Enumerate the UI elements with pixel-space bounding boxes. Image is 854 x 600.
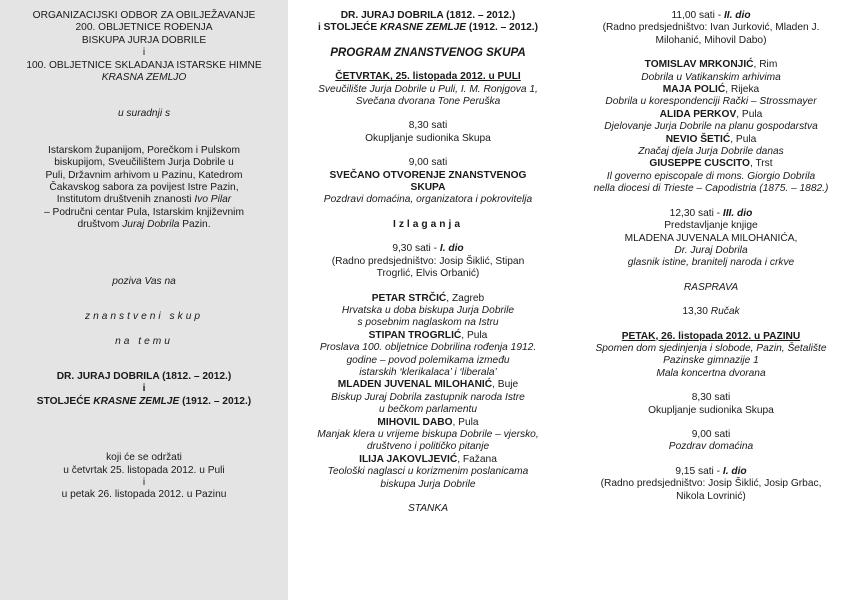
venue-line: Spomen dom sjedinjenja i slobode, Pazin, Šetalište [595, 342, 827, 354]
session-time [578, 466, 844, 478]
lunch-label: Ručak [710, 306, 740, 318]
talk-title: Il governo episcopale di mons. Giorgio Dobrila [606, 170, 816, 182]
slot-description: Okupljanje sudionika Skupa [648, 404, 774, 416]
speaker-name: PETAR STRČIĆ [371, 292, 447, 304]
session-time [578, 10, 844, 22]
talk-title: Teološki naglasci u korizmenim poslanicama [327, 466, 529, 478]
speaker-name: GIUSEPPE CUSCITO [649, 158, 750, 170]
speaker-name: ILIJA JAKOVLJEVIĆ [359, 453, 458, 465]
book-line: glasnik istine, branitelj naroda i crkve [627, 257, 795, 269]
program-column-1 [288, 0, 568, 600]
speaker-city: , Pula [730, 133, 757, 145]
session-time-text: 9,15 sati - [675, 465, 723, 477]
speaker-city: , Trst [749, 158, 773, 170]
speaker-name: STIPAN TROGRLIĆ [368, 329, 462, 341]
topic-text: STOLJEĆE [36, 395, 94, 407]
talk-title: Dobrila u korespondenciji Rački – Strossmayer [605, 96, 817, 108]
discussion-label: RASPRAVA [683, 281, 739, 293]
session-part: I. dio [439, 243, 464, 255]
venue-line: Svečana dvorana Tone Peruška [355, 96, 501, 108]
day-heading: ČETVRTAK, 25. listopada 2012. u PULI [335, 71, 521, 83]
session-time-text: 11,00 sati - [671, 10, 724, 21]
chair-line: (Radno predsjedništvo: Josip Šiklić, Josip Grbac, [600, 478, 822, 490]
partners-text: Pazin. [179, 219, 211, 231]
topic-text: (1912. – 2012.) [179, 395, 252, 407]
speaker-name: TOMISLAV MRKONJIĆ [644, 59, 754, 71]
speaker [578, 134, 844, 146]
book-line: MLADENA JUVENALA MILOHANIĆA, [624, 232, 798, 244]
time-slot: 9,00 sati [691, 428, 731, 440]
speaker-city: , Rim [753, 59, 778, 71]
speaker-city: , Pula [461, 329, 488, 341]
session-time [578, 208, 844, 220]
organizer-line: ORGANIZACIJSKI ODBOR ZA OBILJEŽAVANJE [32, 10, 256, 21]
talk-title: s posebnim naglaskom na Istru [357, 317, 499, 329]
partners-line: biskupijom, Sveučilištem Jurja Dobrile u [54, 157, 234, 169]
speaker-name: MLADEN JUVENAL MILOHANIĆ [337, 379, 493, 391]
opening-line: SKUPA [410, 182, 446, 194]
session-time [300, 243, 556, 255]
speaker [578, 59, 844, 71]
speaker [578, 84, 844, 96]
speaker-city: , Buje [492, 379, 519, 391]
dates-line: koji će se održati [106, 452, 182, 464]
speaker-city: , Zagreb [446, 292, 485, 304]
lunch-line [578, 306, 844, 318]
partners-text: Ivo Pilar [194, 194, 232, 206]
talk-title: biskupa Jurja Dobrile [380, 478, 476, 490]
partners-text: društvom [77, 219, 123, 231]
talk-title: Manjak klera u vrijeme biskupa Dobrile – vjersko, [317, 428, 539, 440]
organizer-line: 100. OBLJETNICE SKLADANJA ISTARSKE HIMNE [26, 59, 262, 71]
chair-line: (Radno predsjedništvo: Josip Šiklić, Stipan [331, 255, 525, 267]
lunch-time: 13,30 [682, 306, 711, 318]
cooperation-label: u suradnji s [117, 108, 171, 120]
speaker [300, 417, 556, 429]
talk-title: društveno i političko pitanje [366, 441, 490, 453]
partners-line [18, 219, 270, 231]
chair-line: Nikola Lovrinić) [676, 490, 746, 502]
talk-title: u bečkom parlamentu [379, 404, 477, 416]
session-part: II. dio [723, 10, 751, 21]
partners-text: Juraj Dobrila [122, 219, 180, 231]
chair-line: Trogrlić, Elvis Orbanić) [376, 268, 480, 280]
talk-title: Hrvatska u doba biskupa Jurja Dobrile [341, 304, 515, 316]
organizer-line: i [142, 47, 146, 59]
organizer-line: 200. OBLJETNICE ROĐENJA [75, 22, 213, 34]
session-part: III. dio [722, 207, 753, 219]
session-time-text: 9,30 sati - [392, 243, 440, 255]
time-slot: 8,30 sati [691, 392, 731, 404]
speaker [300, 330, 556, 342]
speaker-city: , Fažana [457, 453, 497, 465]
talk-title: Značaj djela Jurja Dobrile danas [638, 146, 784, 158]
partners-line [18, 194, 270, 206]
dates-line: i [142, 476, 146, 488]
talk-title: Djelovanje Jurja Dobrile na planu gospodarstva [604, 121, 818, 133]
day-heading: PETAK, 26. listopada 2012. u PAZINU [621, 330, 801, 342]
speaker-name: NEVIO ŠETIĆ [665, 133, 731, 145]
event-type: znanstveni skup [84, 311, 204, 323]
presentations-heading: Izlaganja [392, 218, 464, 230]
dates-line: u četvrtak 25. listopada 2012. u Puli [63, 464, 225, 476]
program-column-2 [568, 0, 854, 600]
program-title-text: KRASNE ZEMLJE [380, 22, 467, 34]
venue-line: Sveučilište Jurja Dobrile u Puli, I. M. Ronjgova 1, [318, 83, 538, 95]
invitation-column [0, 0, 288, 600]
partners-line: Čakavskog sabora za povijest Istre Pazin, [49, 182, 239, 194]
break-label: STANKA [407, 503, 448, 514]
topic-label: na temu [115, 335, 173, 347]
opening-line: SVEČANO OTVORENJE ZNANSTVENOG [329, 169, 527, 181]
program-heading: PROGRAM ZNANSTVENOG SKUPA [330, 45, 526, 59]
program-title: DR. JURAJ DOBRILA (1812. – 2012.) [340, 10, 516, 21]
speaker [300, 454, 556, 466]
dates-line: u petak 26. listopada 2012. u Pazinu [61, 489, 227, 501]
program-title-text: (1912. – 2012.) [466, 22, 539, 34]
slot-description: Pozdravi domaćina, organizatora i pokrovitelja [323, 194, 533, 206]
slot-description: Pozdrav domaćina [668, 441, 754, 453]
speaker [578, 109, 844, 121]
partners-line: Istarskom županijom, Porečkom i Pulskom [48, 144, 240, 156]
topic-text: KRASNE ZEMLJE [93, 395, 180, 407]
time-slot: 8,30 sati [408, 120, 448, 132]
speaker [300, 293, 556, 305]
session-time-text: 12,30 sati - [669, 207, 723, 219]
speaker-city: , Pula [736, 108, 763, 120]
invite-line: poziva Vas na [112, 275, 176, 287]
topic-title [18, 396, 270, 408]
speaker-name: MAJA POLIĆ [662, 84, 726, 96]
speaker-name: MIHOVIL DABO [377, 416, 453, 428]
talk-title: godine – povod polemikama između [346, 354, 510, 366]
program-title-text: i STOLJEĆE [317, 22, 381, 34]
partners-line: – Područni centar Pula, Istarskim književnim [44, 206, 244, 218]
program-title [300, 22, 556, 34]
talk-title: Dobrila u Vatikanskim arhivima [641, 71, 781, 83]
chair-line: Milohanić, Mihovil Dabo) [655, 34, 767, 46]
book-line: Predstavljanje knjige [664, 220, 758, 232]
talk-title: Proslava 100. obljetnice Dobrilina rođenja 1912. [319, 342, 537, 354]
time-slot: 9,00 sati [408, 157, 448, 169]
talk-title: nella diocesi di Trieste – Capodistria (1875. – 1882.) [593, 183, 829, 195]
talk-title: Biskup Juraj Dobrila zastupnik naroda Istre [331, 391, 525, 403]
chair-line: (Radno predsjedništvo: Ivan Jurković, Mladen J. [602, 22, 820, 34]
talk-title: istarskih ‘klerikalaca’ i ‘liberala’ [359, 366, 497, 378]
speaker-city: , Rijeka [725, 84, 760, 96]
venue-line: Mala koncertna dvorana [656, 367, 766, 379]
topic-title: i [142, 383, 146, 395]
partners-line: Puli, Državnim arhivom u Pazinu, Katedrom [45, 169, 243, 181]
topic-title: DR. JURAJ DOBRILA (1812. – 2012.) [56, 370, 232, 382]
speaker-name: ALIDA PERKOV [659, 108, 737, 120]
speaker [578, 158, 844, 170]
partners-text: Institutom društvenih znanosti [56, 194, 195, 206]
venue-line: Pazinske gimnazije 1 [663, 355, 759, 367]
speaker-city: , Pula [452, 416, 479, 428]
organizer-line: BISKUPA JURJA DOBRILE [81, 34, 207, 46]
book-line: Dr. Juraj Dobrila [674, 244, 748, 256]
speaker [300, 379, 556, 391]
slot-description: Okupljanje sudionika Skupa [365, 132, 491, 144]
organizer-line: KRASNA ZEMLJO [101, 72, 187, 84]
session-part: I. dio [722, 465, 747, 477]
